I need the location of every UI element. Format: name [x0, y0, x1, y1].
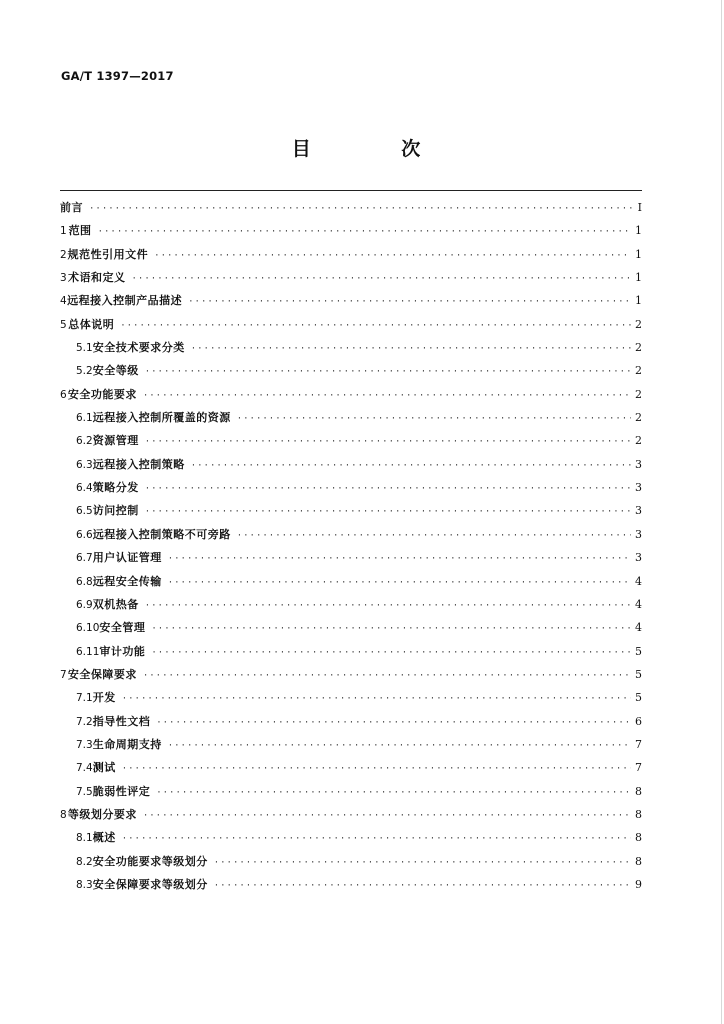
toc-entry[interactable]: [60, 243, 642, 266]
toc-entry[interactable]: [60, 406, 642, 429]
toc-entry-title: 安全技术要求分类: [92, 341, 185, 355]
toc-entry-title: 远程安全传输: [92, 574, 162, 588]
toc-entry-title: 安全保障要求等级划分: [92, 877, 208, 891]
toc-entry[interactable]: [60, 289, 642, 312]
toc-entry[interactable]: [60, 453, 642, 476]
toc-entry-title: 策略分发: [92, 481, 139, 495]
toc-entry-title: 指导性文档: [92, 714, 151, 728]
toc-entry-page: 8: [635, 831, 642, 845]
toc-leader-dots: [191, 338, 631, 361]
toc-entry-page: 8: [635, 854, 642, 868]
toc-leader-dots: [89, 198, 634, 221]
toc-entry-title: 规范性引用文件: [67, 247, 149, 261]
toc-entry-page: 3: [635, 504, 642, 518]
toc-entry-page: 7: [635, 761, 642, 775]
toc-entry-page: 2: [635, 411, 642, 425]
toc-leader-dots: [156, 782, 631, 805]
toc-entry-page: 1: [635, 224, 642, 238]
toc-entry-title: 访问控制: [92, 504, 139, 518]
page-title: 目 次: [291, 138, 463, 160]
toc-entry[interactable]: [60, 219, 642, 242]
toc-entry-number: 6.7: [76, 552, 93, 565]
toc-entry-title: 脆弱性评定: [92, 784, 151, 798]
toc-entry[interactable]: [60, 499, 642, 522]
toc-entry-page: 2: [635, 341, 642, 355]
toc-entry-number: 6.9: [76, 598, 93, 611]
toc-leader-dots: [191, 455, 631, 478]
toc-entry-number: 7.3: [76, 738, 93, 751]
toc-entry-title: 安全功能要求等级划分: [92, 854, 208, 868]
toc-entry-page: 5: [635, 667, 642, 681]
toc-entry-number: 6.10: [76, 622, 100, 635]
toc-entry-title: 安全等级: [92, 364, 139, 378]
toc-entry[interactable]: [60, 780, 642, 803]
toc-entry-number: 7.1: [76, 692, 93, 705]
toc-entry[interactable]: [60, 476, 642, 499]
toc-entry-page: 3: [635, 457, 642, 471]
toc-entry-page: 6: [635, 714, 642, 728]
toc-entry-number: 1: [60, 225, 67, 238]
toc-leader-dots: [143, 805, 631, 828]
toc-entry-page: 2: [635, 387, 642, 401]
toc-leader-dots: [168, 735, 631, 758]
toc-entry[interactable]: [60, 336, 642, 359]
toc-entry-number: 6.8: [76, 575, 93, 588]
toc-entry-number: 3: [60, 272, 67, 285]
document-number: GA/T 1397—2017: [61, 69, 174, 83]
toc-leader-dots: [145, 361, 631, 384]
toc-entry-title: 安全管理: [99, 621, 146, 635]
toc-entry-title: 审计功能: [99, 644, 146, 658]
toc-leader-dots: [168, 572, 631, 595]
toc-leader-dots: [156, 712, 631, 735]
toc-entry-number: 8: [60, 808, 67, 821]
toc-entry-title: 远程接入控制产品描述: [67, 294, 183, 308]
toc-entry-number: 6.1: [76, 412, 93, 425]
toc-leader-dots: [98, 221, 631, 244]
toc-entry-page: 3: [635, 481, 642, 495]
toc-entry-number: 8.3: [76, 878, 93, 891]
toc-entry-number: 8.2: [76, 855, 93, 868]
toc-entry[interactable]: [60, 570, 642, 593]
toc-leader-dots: [145, 478, 631, 501]
toc-entry[interactable]: [60, 429, 642, 452]
toc-entry[interactable]: [60, 756, 642, 779]
toc-entry-title: 范围: [68, 224, 92, 238]
toc-entry-page: 4: [635, 597, 642, 611]
toc-entry-page: 3: [635, 527, 642, 541]
toc-entry-title: 用户认证管理: [92, 551, 162, 565]
toc-entry[interactable]: [60, 523, 642, 546]
table-of-contents: [60, 196, 642, 896]
toc-entry-number: 6: [60, 388, 67, 401]
toc-entry-page: 3: [635, 551, 642, 565]
toc-entry-title: 安全功能要求: [67, 387, 137, 401]
toc-entry[interactable]: [60, 710, 642, 733]
toc-leader-dots: [237, 525, 631, 548]
toc-entry[interactable]: [60, 686, 642, 709]
toc-entry-title: 测试: [92, 761, 116, 775]
toc-entry-page: 8: [635, 784, 642, 798]
toc-entry-page: 8: [635, 807, 642, 821]
toc-entry-number: 6.3: [76, 458, 93, 471]
toc-entry[interactable]: [60, 546, 642, 569]
toc-entry-number: 8.1: [76, 832, 93, 845]
toc-entry-page: 1: [635, 271, 642, 285]
toc-entry-title: 远程接入控制策略: [92, 457, 185, 471]
toc-leader-dots: [132, 268, 631, 291]
toc-entry[interactable]: [60, 850, 642, 873]
toc-entry[interactable]: [60, 873, 642, 896]
toc-entry-page: 1: [635, 294, 642, 308]
toc-entry-title: 概述: [92, 831, 116, 845]
toc-entry-number: 2: [60, 248, 67, 261]
toc-entry-number: 7.4: [76, 762, 93, 775]
toc-entry-number: 6.5: [76, 505, 93, 518]
toc-entry-number: 6.4: [76, 482, 93, 495]
title-rule: [60, 190, 642, 191]
toc-entry-title: 开发: [92, 691, 116, 705]
toc-leader-dots: [151, 618, 631, 641]
toc-entry-number: 6.2: [76, 435, 93, 448]
toc-entry-title: 安全保障要求: [67, 667, 137, 681]
toc-entry[interactable]: [60, 616, 642, 639]
toc-entry[interactable]: [60, 313, 642, 336]
toc-entry[interactable]: [60, 196, 642, 219]
toc-entry-page: 9: [635, 877, 642, 891]
toc-leader-dots: [154, 245, 631, 268]
toc-entry-number: 6.6: [76, 528, 93, 541]
toc-leader-dots: [214, 875, 631, 898]
toc-entry-number: 5.2: [76, 365, 93, 378]
toc-entry-title: 术语和定义: [68, 271, 126, 285]
toc-leader-dots: [120, 315, 631, 338]
toc-entry-title: 等级划分要求: [67, 807, 137, 821]
toc-entry-number: 7: [60, 668, 67, 681]
toc-leader-dots: [143, 665, 631, 688]
toc-leader-dots: [168, 548, 631, 571]
toc-leader-dots: [143, 385, 631, 408]
toc-entry-title: 远程接入控制策略不可旁路: [92, 527, 231, 541]
toc-entry-page: 2: [635, 434, 642, 448]
toc-entry[interactable]: [60, 826, 642, 849]
toc-entry-title: 前言: [60, 201, 83, 214]
toc-leader-dots: [145, 431, 631, 454]
toc-entry[interactable]: [60, 266, 642, 289]
toc-entry-page: 5: [635, 644, 642, 658]
toc-entry-page: 1: [635, 247, 642, 261]
toc-entry-page: 4: [635, 574, 642, 588]
toc-entry-number: 6.11: [76, 645, 100, 658]
toc-entry-number: 7.2: [76, 715, 93, 728]
toc-leader-dots: [237, 408, 631, 431]
toc-leader-dots: [214, 852, 631, 875]
toc-leader-dots: [122, 688, 631, 711]
toc-entry[interactable]: [60, 593, 642, 616]
toc-leader-dots: [188, 291, 631, 314]
toc-entry-page: 2: [635, 364, 642, 378]
toc-entry[interactable]: [60, 383, 642, 406]
toc-entry[interactable]: [60, 359, 642, 382]
toc-entry-page: 5: [635, 691, 642, 705]
toc-leader-dots: [122, 828, 631, 851]
toc-entry-number: 5.1: [76, 342, 93, 355]
toc-entry-page: 2: [635, 317, 642, 331]
toc-leader-dots: [145, 595, 631, 618]
toc-entry-page: 7: [635, 737, 642, 751]
toc-leader-dots: [151, 642, 631, 665]
toc-entry-title: 远程接入控制所覆盖的资源: [92, 411, 231, 425]
toc-entry[interactable]: [60, 640, 642, 663]
toc-entry-number: 5: [60, 318, 67, 331]
toc-entry-title: 生命周期支持: [92, 737, 162, 751]
toc-leader-dots: [122, 758, 631, 781]
toc-entry[interactable]: [60, 803, 642, 826]
toc-entry-title: 总体说明: [68, 317, 115, 331]
toc-entry[interactable]: [60, 733, 642, 756]
toc-entry-page: 4: [635, 621, 642, 635]
toc-entry-title: 双机热备: [92, 597, 139, 611]
toc-entry-number: 7.5: [76, 785, 93, 798]
toc-entry[interactable]: [60, 663, 642, 686]
toc-leader-dots: [145, 501, 631, 524]
toc-entry-number: 4: [60, 295, 67, 308]
toc-entry-title: 资源管理: [92, 434, 139, 448]
toc-entry-page: Ⅰ: [637, 201, 642, 214]
